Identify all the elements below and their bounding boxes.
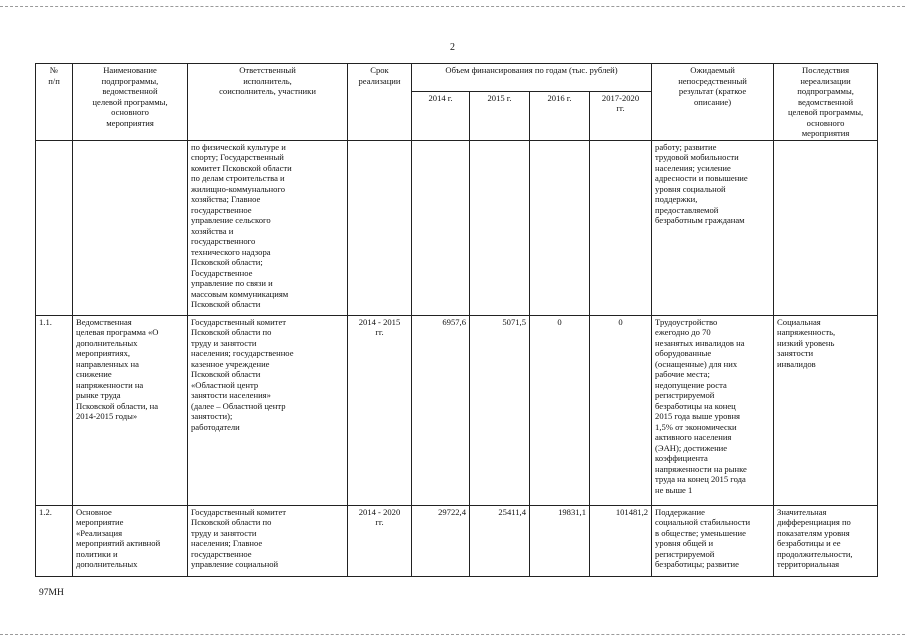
cell-consequence <box>774 140 878 315</box>
header-name: Наименование подпрограммы, ведомственной целевой программы, основного мероприятия <box>73 64 188 141</box>
cell-2015: 25411,4 <box>470 505 530 576</box>
header-2017-2020: 2017-2020 гг. <box>590 91 652 140</box>
table-row <box>36 505 878 576</box>
cell-2015 <box>470 140 530 315</box>
cell-num: 1.2. <box>36 505 73 576</box>
cell-2014 <box>412 140 470 315</box>
cell-consequence: Социальная напряженность, низкий уровень занятости инвалидов <box>774 315 878 505</box>
header-executor: Ответственный исполнитель, соисполнитель, участники <box>188 64 348 141</box>
cell-2015: 5071,5 <box>470 315 530 505</box>
table-row <box>36 140 878 315</box>
cell-term: 2014 - 2015 гг. <box>348 315 412 505</box>
cell-executor: Государственный комитет Псковской области по труду и занятости населения; государственное казенное учреждение Псковской области «Областной центр занятости населения» (далее – Областной центр занятости); работодатели <box>188 315 348 505</box>
header-2016: 2016 г. <box>530 91 590 140</box>
cell-2014: 29722,4 <box>412 505 470 576</box>
table-row <box>36 315 878 505</box>
cell-2017-2020: 0 <box>590 315 652 505</box>
cell-num <box>36 140 73 315</box>
header-financing-group: Объем финансирования по годам (тыс. рублей) <box>412 64 652 92</box>
cell-2016 <box>530 140 590 315</box>
cell-executor: Государственный комитет Псковской области по труду и занятости населения; Главное государственное управление социальной <box>188 505 348 576</box>
cell-term: 2014 - 2020 гг. <box>348 505 412 576</box>
footer-document-code: 97МН <box>39 588 64 598</box>
cell-term <box>348 140 412 315</box>
header-num: № п/п <box>36 64 73 141</box>
header-2015: 2015 г. <box>470 91 530 140</box>
cell-2016: 0 <box>530 315 590 505</box>
cell-2017-2020: 101481,2 <box>590 505 652 576</box>
scan-bottom-edge <box>0 634 905 636</box>
header-result: Ожидаемый непосредственный результат (краткое описание) <box>652 64 774 141</box>
cell-name: Основное мероприятие «Реализация мероприятий активной политики и дополнительных <box>73 505 188 576</box>
cell-2014: 6957,6 <box>412 315 470 505</box>
header-term: Срок реализации <box>348 64 412 141</box>
scan-top-edge <box>0 6 905 8</box>
program-table <box>35 63 878 577</box>
cell-result: Поддержание социальной стабильности в обществе; уменьшение уровня общей и регистрируемой безработицы; развитие <box>652 505 774 576</box>
cell-result: работу; развитие трудовой мобильности населения; усиление адресности и повышение уровня социальной поддержки, предоставляемой безработным гражданам <box>652 140 774 315</box>
cell-executor: по физической культуре и спорту; Государственный комитет Псковской области по делам строительства и жилищно-коммунального хозяйства; Главное государственное управление сельского хозяйства и государственного технического надзора Псковской области; Государственное управление по связи и массовым коммуникациям Псковской области <box>188 140 348 315</box>
cell-2016: 19831,1 <box>530 505 590 576</box>
cell-consequence: Значительная дифференциация по показателям уровня безработицы и ее продолжительности, территориальная <box>774 505 878 576</box>
cell-name <box>73 140 188 315</box>
page-number: 2 <box>450 42 455 53</box>
cell-name: Ведомственная целевая программа «О дополнительных мероприятиях, направленных на снижение напряженности на рынке труда Псковской области, на 2014-2015 годы» <box>73 315 188 505</box>
header-consequence: Последствия нереализации подпрограммы, ведомственной целевой программы, основного мероприятия <box>774 64 878 141</box>
header-row <box>36 64 878 92</box>
cell-num: 1.1. <box>36 315 73 505</box>
cell-2017-2020 <box>590 140 652 315</box>
header-2014: 2014 г. <box>412 91 470 140</box>
cell-result: Трудоустройство ежегодно до 70 незанятых инвалидов на оборудованные (оснащенные) для них рабочие места; недопущение роста регистрируемой безработицы на конец 2015 года выше уровня 1,5% от экономически активного населения (ЭАН); достижение коэффициента напряженности на рынке труда на конец 2015 года не выше 1 <box>652 315 774 505</box>
